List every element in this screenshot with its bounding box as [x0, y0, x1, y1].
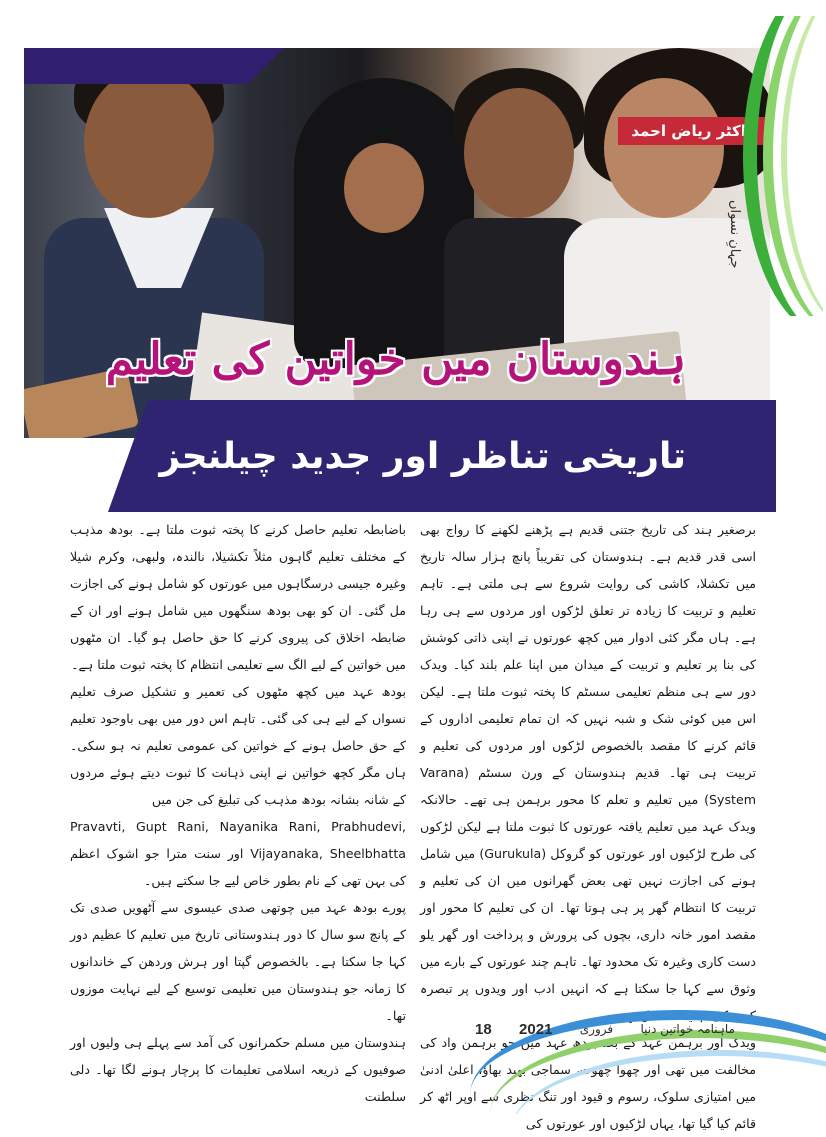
article-subtitle: تاریخی تناظر اور جدید چیلنجز [159, 436, 686, 477]
author-name: ڈاکٹر ریاض احمد [618, 117, 766, 145]
paragraph: باضابطہ تعلیم حاصل کرنے کا پختہ ثبوت ملتا ہے۔ بودھ مذہب کے مختلف تعلیم گاہوں مثلاً تکشیلا، نالندہ، ولبھی، وکرم شیلا وغیرہ جیسی درسگاہوں میں عورتوں کو شامل ہونے کی اجازت مل گئی۔ ان کو بھی بودھ سنگھوں میں شامل ہونے اور ان کے ضابطہ اخلاق کی پیروی کرنے کا حق حاصل ہو گیا۔ ان مٹھوں میں خواتین کے لیے الگ سے تعلیمی انتظام کا پختہ ثبوت ملتا ہے۔ [70, 522, 406, 672]
paragraph-names: Pravavti, Gupt Rani, Nayanika Rani, Prabhudevi, Vijayanaka, Sheelbhatta اور سنت مترا جو اشوک اعظم کی بہن تھی کے نام بطور خاص لیے جا سکتے ہیں۔ [70, 819, 406, 888]
magazine-name: ماہنامہ خواتین دنیا [640, 1022, 735, 1036]
section-decoration [733, 16, 823, 316]
paragraph: بودھ عہد میں کچھ مٹھوں کی تعمیر و تشکیل صرف تعلیم نسواں کے لیے ہی کی گئی۔ تاہم اس دور میں بھی باوجود تعلیم کے حق حاصل ہونے کے خواتین کی عمومی تعلیم نہ ہو سکی۔ ہاں مگر کچھ خواتین نے اپنی ذہانت کا ثبوت دیتے ہوئے مردوں کے شانہ بشانہ بودھ مذہب کی تبلیغ کی جن میں [70, 684, 406, 807]
photo-hijab-face [344, 143, 424, 233]
section-label: جہانِ نسواں [727, 200, 742, 269]
paragraph: برصغیر ہند کی تاریخ جتنی قدیم ہے پڑھنے لکھنے کا رواج بھی اسی قدر قدیم ہے۔ ہندوستان کی تقریباً پانچ ہزار سالہ تاریخ میں تکشلا، کاشی کی روایت شروع سے ہی ملتی ہے۔ تاہم تعلیم و تربیت کا زیادہ تر تعلق لڑکوں اور مردوں سے ہی رہا ہے۔ ہاں مگر کئی ادوار میں کچھ عورتوں نے اپنی ذاتی کوشش کی بنا پر تعلیم و تربیت کے میدان میں اپنا علم بلند کیا۔ ویدک دور سے ہی منظم تعلیمی سسٹم کا پختہ ثبوت ملتا ہے۔ لیکن اس میں کوئی شک و شبہ نہیں کہ ان تمام تعلیمی اداروں کے قائم کرنے کا مقصد بالخصوص لڑکوں اور مردوں کی تعلیم و تربیت ہی تھا۔ قدیم ہندوستان کے ورن سسٹم (Varana System) میں تعلیم و تعلم کا محور برہمن ہی تھے۔ حالانکہ ویدک عہد میں تعلیم یافتہ عورتوں کا ثبوت ملتا ہے لیکن لڑکوں کی طرح لڑکیوں اور عورتوں کو گروکل (Gurukula) میں شامل ہونے کی اجازت نہیں تھی بعض گھرانوں میں ان کی تعلیم و تربیت کا انتظام گھر پر ہی ہوتا تھا۔ ان کی تعلیم کا محور اور مقصد امور خانہ داری، بچوں کی پرورش و پرداخت اور گھر یلو دست کاری وغیرہ تک محدود تھا۔ تاہم چند عورتوں کے بارے میں وثوق سے کہا جا سکتا ہے کہ انہیں ادب اور ویدوں پر تبصرہ کرنے کی اہلیت حاصل تھی۔ [420, 522, 757, 1023]
issue-month: فروری [579, 1022, 614, 1036]
paragraph: پورے بودھ عہد میں چوتھی صدی عیسوی سے آٹھویں صدی تک کے پانچ سو سال کا دور ہندوستانی تاریخ میں تعلیم کا عظیم دور کہا جا سکتا ہے۔ بالخصوص گپتا اور ہرش وردھن کے خاندانوں کا زمانہ جو ہندوستان میں تعلیمی توسیع کے لیے نہایت موزوں تھا۔ [70, 900, 406, 1023]
photo-student-face [84, 68, 214, 218]
issue-year: 2021 [519, 1020, 553, 1038]
page-number: 18 [475, 1020, 492, 1038]
paragraph: ویدک اور برہمن عہد کے بعد بودھ عہد میں جو برہمن واد کی مخالفت میں تھی اور چھوا چھوت، سماجی بھید بھاؤ، اعلیٰ ادنیٰ میں امتیازی سلوک، رسوم و قیود اور تنگ نظری سے اوپر اٹھ کر قائم کیا گیا تھا، یہاں لڑکیوں اور عورتوں کی [420, 1035, 756, 1131]
photo-fourth-face [604, 78, 724, 218]
paragraph: ہندوستان میں مسلم حکمرانوں کی آمد سے پہلے ہی ولیوں اور صوفیوں کے ذریعہ اسلامی تعلیمات کا پرچار ہونے لگا تھا۔ دلی سلطنت [70, 1035, 406, 1104]
page-footer [475, 1016, 735, 1042]
article-title: ہندوستان میں خواتین کی تعلیم [105, 334, 686, 385]
photo-third-face [464, 88, 574, 218]
top-banner-accent [24, 48, 284, 84]
body-column-left [70, 516, 406, 1110]
page-margin [0, 0, 14, 1114]
